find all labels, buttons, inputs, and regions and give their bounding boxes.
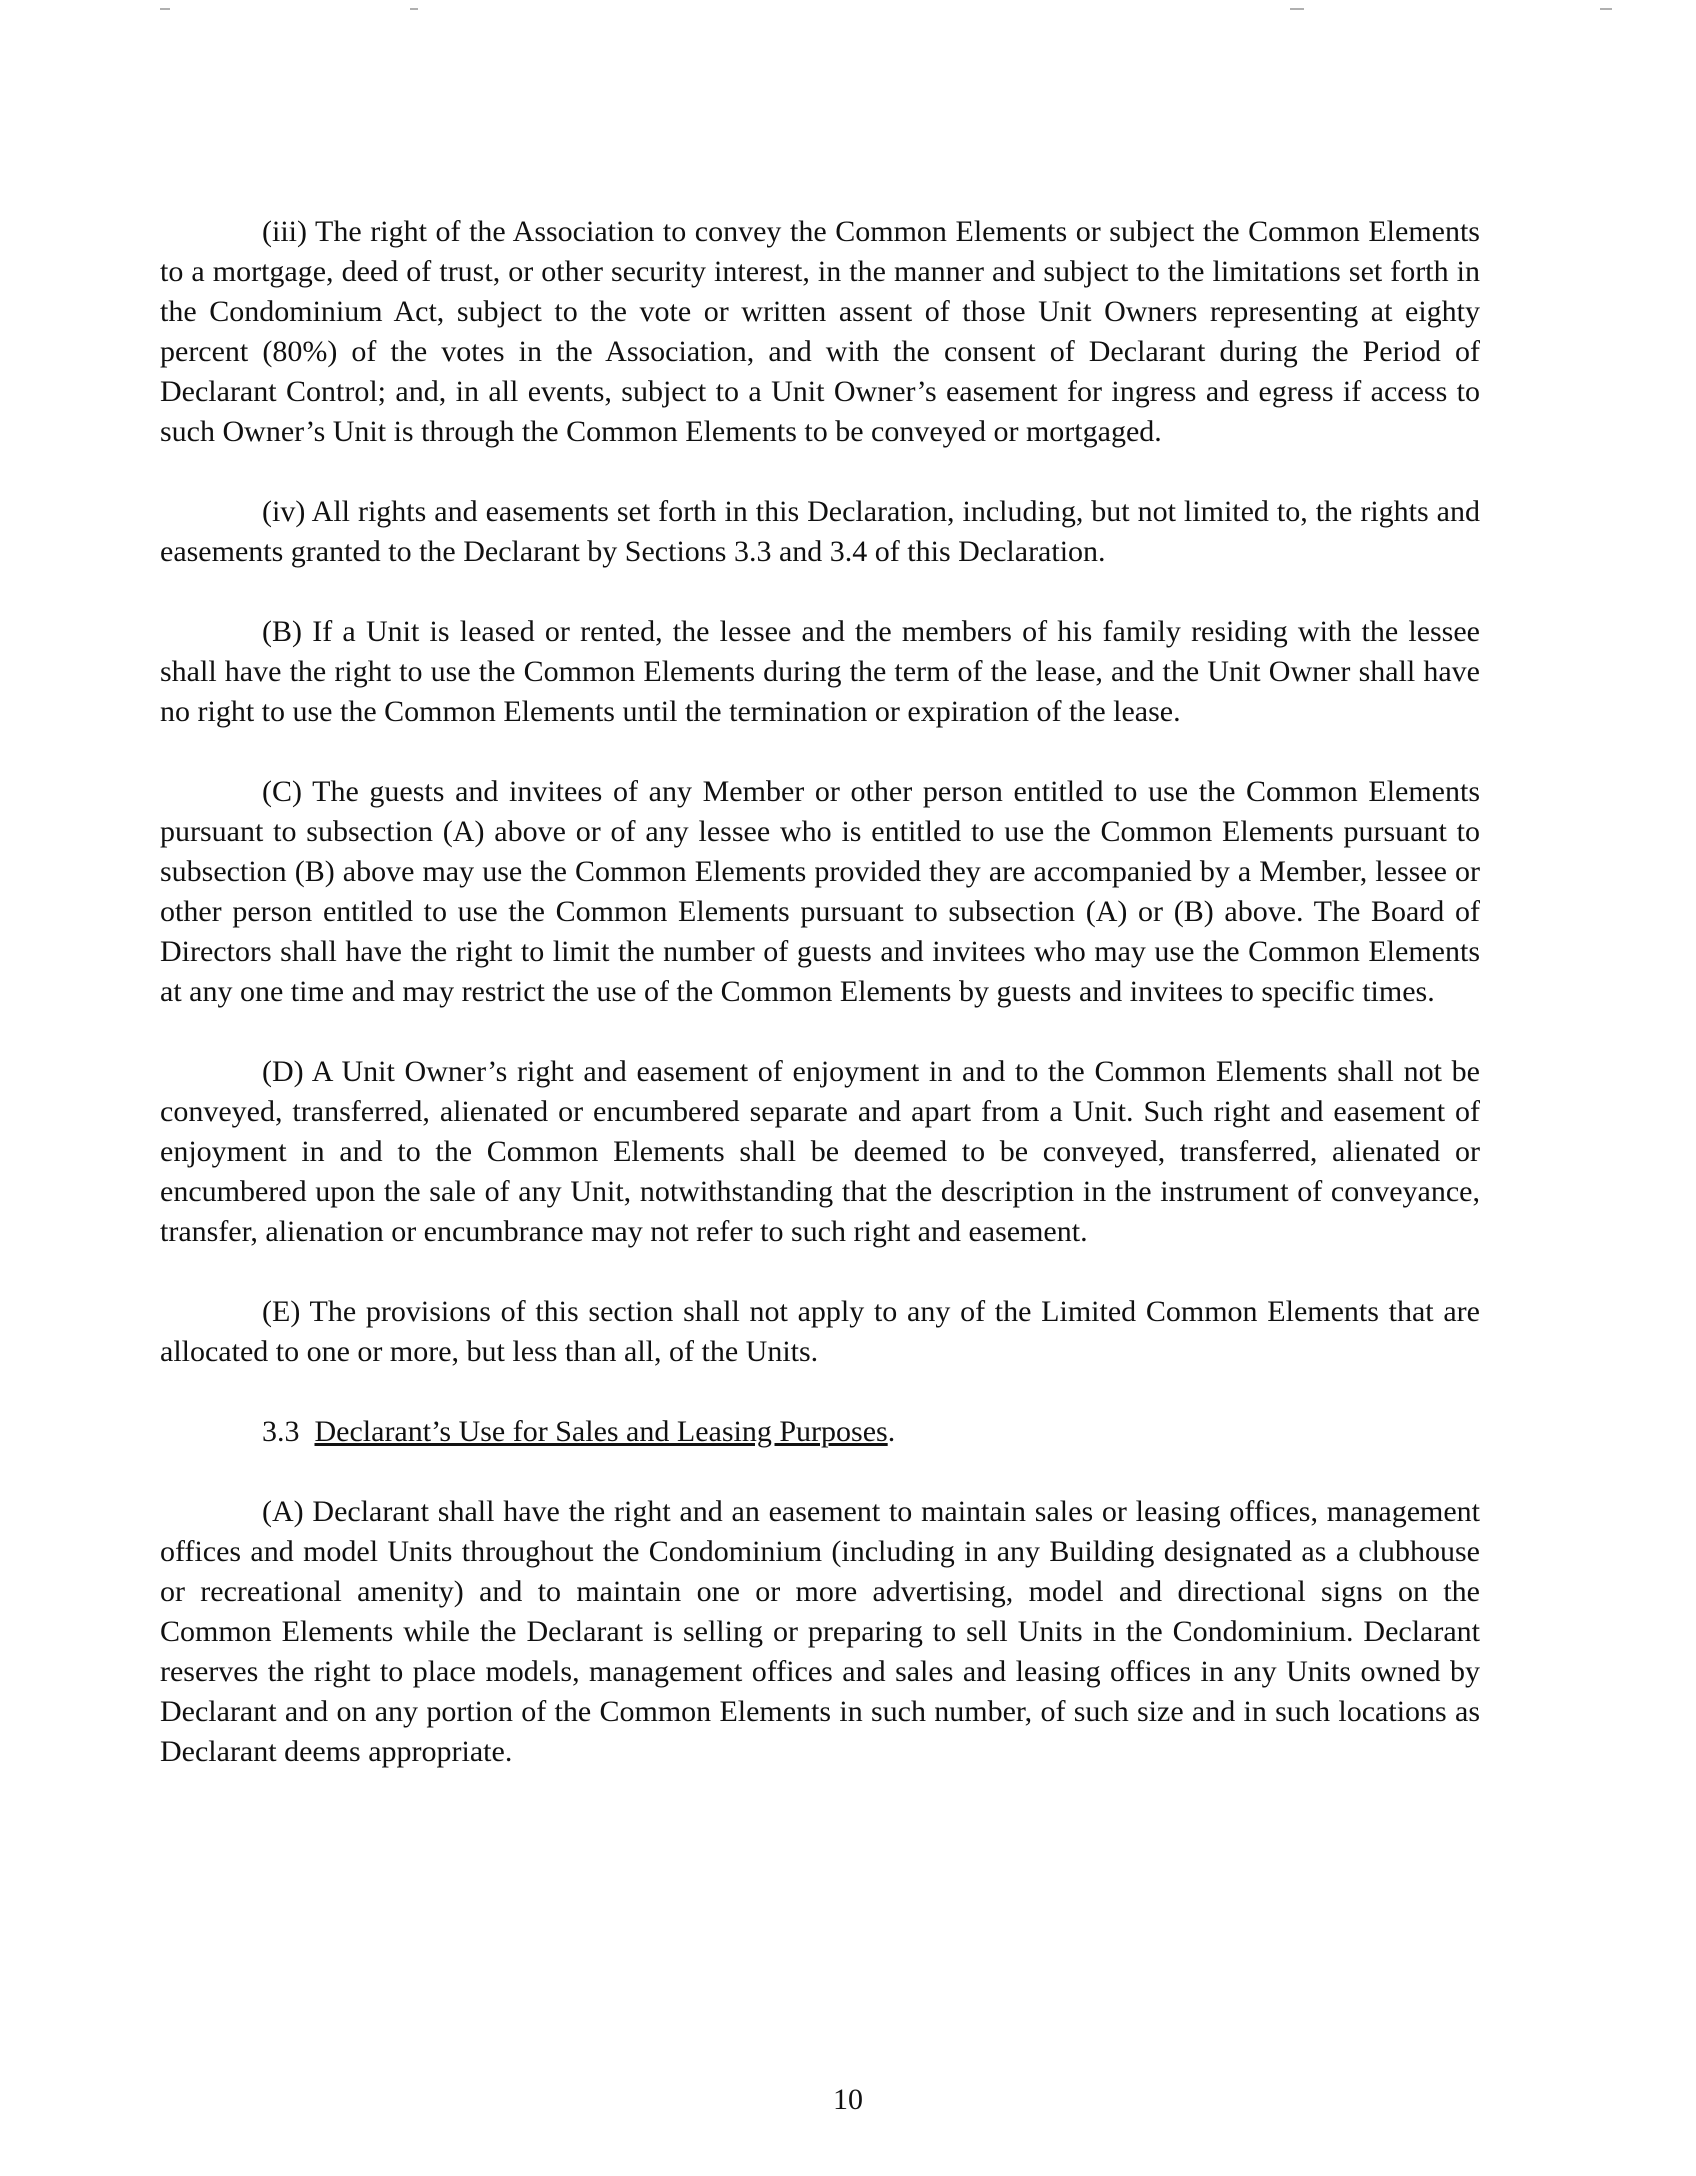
- section-number: 3.3: [262, 1415, 300, 1448]
- section-paragraph-a: [160, 1492, 1480, 1772]
- paragraph-text: If a Unit is leased or rented, the lessee and the members of his family residing with the lessee shall have the right to use the Common Elements during the term of the lease, and the Unit Owner shall have no right to use the Common Elements until the termination or expiration of the lease.: [160, 615, 1480, 728]
- paragraph-text: The provisions of this section shall not apply to any of the Limited Common Elements that are allocated to one or more, but less than all, of the Units.: [160, 1295, 1480, 1368]
- paragraph-label: (D): [262, 1055, 304, 1088]
- paragraph-label: (B): [262, 615, 302, 648]
- paragraph-iv: [160, 492, 1480, 572]
- paragraph-label: (E): [262, 1295, 301, 1328]
- paragraph-text: Declarant shall have the right and an easement to maintain sales or leasing offices, management offices and model Units throughout the Condominium (including in any Building designated as a clubhouse or recreational amenity) and to maintain one or more advertising, model and directional signs on the Common Elements while the Declarant is selling or preparing to sell Units in the Condominium. Declarant reserves the right to place models, management offices and sales and leasing offices in any Units owned by Declarant and on any portion of the Common Elements in such number, of such size and in such locations as Declarant deems appropriate.: [160, 1495, 1480, 1768]
- paragraph-label: (A): [262, 1495, 304, 1528]
- scan-mark: [1600, 8, 1612, 10]
- section-heading: [160, 1412, 1480, 1452]
- scan-mark: [410, 8, 418, 10]
- paragraph-text: All rights and easements set forth in this Declaration, including, but not limited to, the rights and easements granted to the Declarant by Sections 3.3 and 3.4 of this Declaration.: [160, 495, 1480, 568]
- scan-mark: [1290, 8, 1304, 10]
- section-title: Declarant’s Use for Sales and Leasing Purposes: [314, 1415, 888, 1448]
- paragraph-iii: [160, 212, 1480, 452]
- paragraph-b: [160, 612, 1480, 732]
- page-number: 10: [833, 2083, 863, 2116]
- paragraph-c: [160, 772, 1480, 1012]
- document-body: [160, 212, 1480, 1812]
- section-title-period: .: [887, 1415, 896, 1448]
- scan-mark: [160, 8, 170, 10]
- paragraph-text: The guests and invitees of any Member or other person entitled to use the Common Elements pursuant to subsection (A) above or of any lessee who is entitled to use the Common Elements pursuant to subsection (B) above may use the Common Elements provided they are accompanied by a Member, lessee or other person entitled to use the Common Elements pursuant to subsection (A) or (B) above. The Board of Directors shall have the right to limit the number of guests and invitees who may use the Common Elements at any one time and may restrict the use of the Common Elements by guests and invitees to specific times.: [160, 775, 1481, 1008]
- paragraph-label: (iv): [262, 495, 306, 528]
- paragraph-e: [160, 1292, 1480, 1372]
- paragraph-label: (C): [262, 775, 302, 808]
- paragraph-d: [160, 1052, 1480, 1252]
- paragraph-text: The right of the Association to convey the Common Elements or subject the Common Elements to a mortgage, deed of trust, or other security interest, in the manner and subject to the limitations set forth in the Condominium Act, subject to the vote or written assent of those Unit Owners representing at eighty percent (80%) of the votes in the Association, and with the consent of Declarant during the Period of Declarant Control; and, in all events, subject to a Unit Owner’s easement for ingress and egress if access to such Owner’s Unit is through the Common Elements to be conveyed or mortgaged.: [160, 215, 1480, 448]
- paragraph-text: A Unit Owner’s right and easement of enjoyment in and to the Common Elements shall not be conveyed, transferred, alienated or encumbered separate and apart from a Unit. Such right and easement of enjoyment in and to the Common Elements shall be deemed to be conveyed, transferred, alienated or encumbered upon the sale of any Unit, notwithstanding that the description in the instrument of conveyance, transfer, alienation or encumbrance may not refer to such right and easement.: [160, 1055, 1480, 1248]
- paragraph-label: (iii): [262, 215, 307, 248]
